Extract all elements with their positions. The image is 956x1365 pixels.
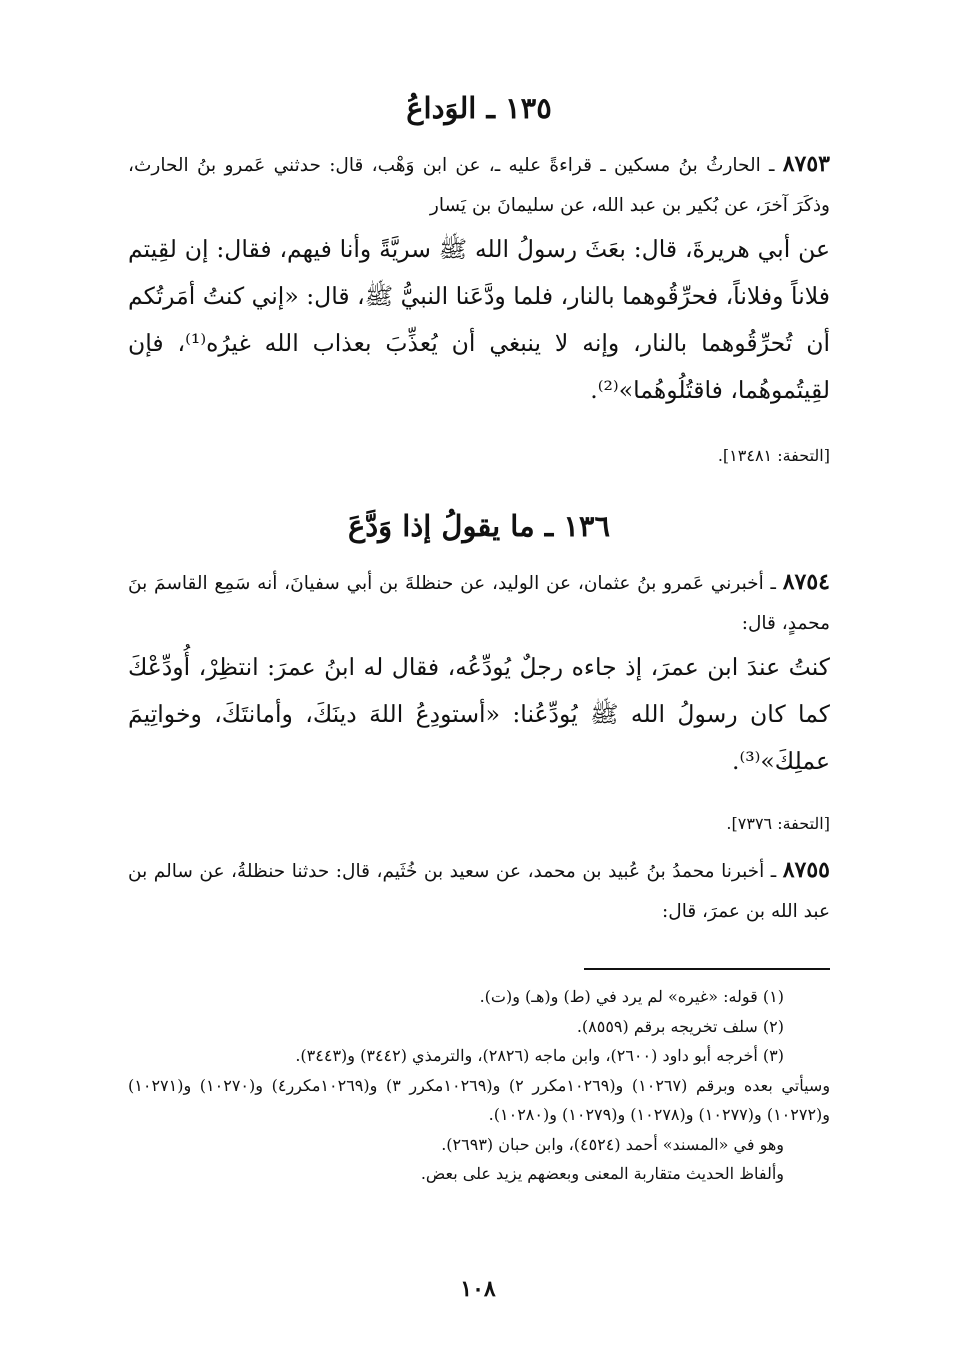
chapter-136-title: ١٣٦ ـ ما يقولُ إذا وَدَّعَ xyxy=(347,509,611,543)
hadith-8755 xyxy=(128,850,830,932)
isnad-text: ـ أخبرني عَمرو بنُ عثمان، عن الوليد، عن حنظلةَ بن أبي سفيانَ، أنه سَمِع القاسمَ بنَ محمدٍ، قال: xyxy=(128,573,830,634)
footnote-3-continued: وسيأتي بعده وبرقم (١٠٢٦٧) و(١٠٢٦٩مكرر ٢) و(١٠٢٦٩مكرر ٣) و(١٠٢٦٩مكرر٤) و(١٠٢٧٠) و(١٠٢٧١) و(١٠٢٧٢) و(١٠٢٧٧) و(١٠٢٧٨) و(١٠٢٧٩) و(١٠٢٨٠). xyxy=(128,1075,831,1124)
isnad-text: ـ أخبرنا محمدُ بنُ عُبيد بن محمد، عن سعيد بن خُثَيم، قال: حدثنا حنظلةُ، عن سالم بن عبد الله بن عمرَ، قال: xyxy=(128,861,830,922)
hadith-8753-isnad xyxy=(128,144,830,226)
tuhfa-reference: [التحفة: ٧٣٧٦]. xyxy=(726,814,830,833)
tuhfa-reference: [التحفة: ١٣٤٨١]. xyxy=(717,446,830,465)
footnote-3-note: وألفاظ الحديث متقاربة المعنى وبعضهم يزيد على بعض. xyxy=(420,1164,784,1183)
hadith-8754-matn: كنتُ عندَ ابن عمرَ، إذ جاءه رجلٌ يُودِّعُه، فقال له ابنُ عمرَ: انتظِرْ، أُودِّعْكَ كما كان رسولُ الله ﷺ يُودِّعُنا: «أستودِعُ اللهَ دينَكَ، وأمانتَكَ، وخواتِيمَ عملِكَ»⁽³⁾. xyxy=(128,653,830,775)
page-number: ١٠٨ xyxy=(460,1276,496,1302)
footnote-2: (٢) سلف تخريجه برقم (٨٥٥٩). xyxy=(576,1016,784,1036)
footnote-3: (٣) أخرجه أبو داود (٢٦٠٠)، وابن ماجه (٢٨٢٦)، والترمذي (٣٤٤٢) و(٣٤٤٣). xyxy=(295,1046,784,1065)
isnad-text: ـ الحارثُ بنُ مسكين ـ قراءةً عليه ـ، عن ابن وَهْب، قال: حدثني عَمرو بنُ الحارث، وذكَرَ آخرَ، عن بُكير بن عبد الله، عن سليمانَ بن يَسار xyxy=(128,155,830,216)
footnote-separator xyxy=(584,968,830,970)
hadith-8755-isnad xyxy=(128,850,830,932)
footnotes xyxy=(128,982,830,1189)
hadith-number: ٨٧٥٤ xyxy=(782,569,830,595)
hadith-8753-matn: عن أبي هريرةَ، قال: بعَثَ رسولُ الله ﷺ سريَّةً وأنا فيهم، فقال: إن لقِيتم فلاناً وفلاناً، فحرِّقُوهما بالنار، فلما ودَّعَنا النبيُّ ﷺ، قال: «إني كنتُ أمَرتُكم أن تُحرِّقُوهما بالنار، وإنه لا ينبغي أن يُعذِّبَ بعذاب الله غيرُه⁽¹⁾، فإن لقِيتُموهُما، فاقتُلُوهُما»⁽²⁾. xyxy=(128,235,830,404)
footnote-1: (١) قوله: «غيره» لم يرد في (ط) و(هـ) و(ت). xyxy=(479,987,784,1006)
hadith-8754 xyxy=(128,562,830,785)
hadith-number: ٨٧٥٥ xyxy=(782,857,830,883)
footnote-3-musnad: وهو في «المسند» أحمد (٤٥٢٤)، وابن حبان (٢٦٩٣). xyxy=(441,1134,784,1154)
hadith-8754-isnad xyxy=(128,562,830,644)
chapter-135-title: ١٣٥ ـ الوَداعُ xyxy=(406,91,552,125)
hadith-8753 xyxy=(128,144,830,414)
hadith-number: ٨٧٥٣ xyxy=(782,151,830,177)
